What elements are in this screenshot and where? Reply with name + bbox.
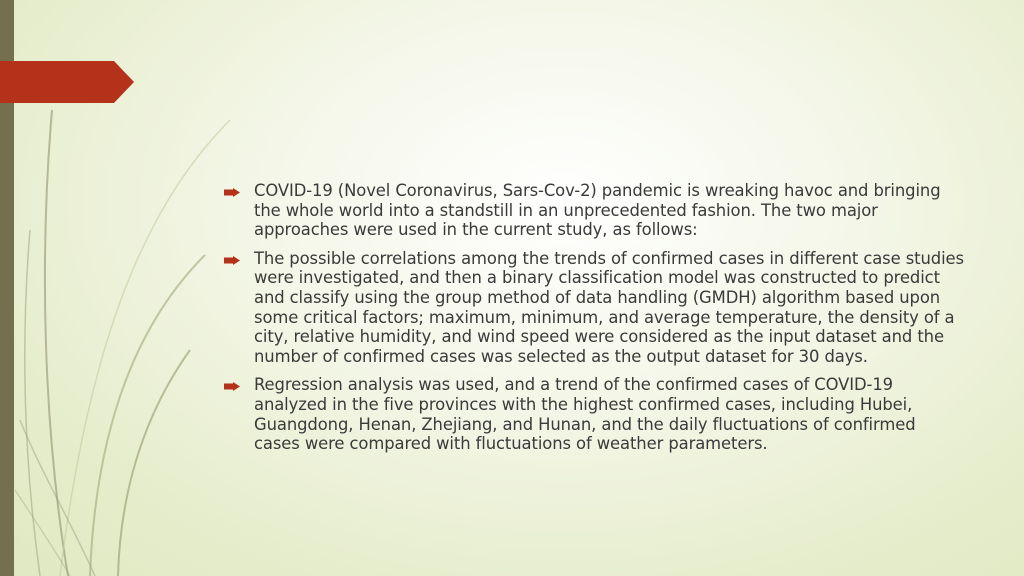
- accent-tab: [0, 61, 134, 103]
- bullet-text: COVID-19 (Novel Coronavirus, Sars-Cov-2) pandemic is wreaking havoc and bringing the whole world into a standstill in an unprecedented fashion. The two major approaches were used in the current study, as follows:: [254, 181, 941, 240]
- arrow-right-icon: [224, 256, 240, 265]
- bullet-list: [224, 181, 964, 463]
- arrow-right-icon: [224, 382, 240, 391]
- bullet-item: [224, 249, 964, 367]
- bullet-item: [224, 375, 964, 453]
- arrow-right-icon: [224, 188, 240, 197]
- bullet-text: Regression analysis was used, and a trend of the confirmed cases of COVID-19 analyzed in the five provinces with the highest confirmed cases, including Hubei, Guangdong, Henan, Zhejiang, and Hunan, and the daily fluctuations of confirmed cases were compared with fluctuations of weather parameters.: [254, 375, 916, 454]
- bullet-item: [224, 181, 964, 240]
- bullet-text: The possible correlations among the trends of confirmed cases in different case studies were investigated, and then a binary classification model was constructed to predict and classify using the group method of data handling (GMDH) algorithm based upon some critical factors; maximum, minimum, and average temperature, the density of a city, relative humidity, and wind speed were considered as the input dataset and the number of confirmed cases was selected as the output dataset for 30 days.: [254, 248, 964, 366]
